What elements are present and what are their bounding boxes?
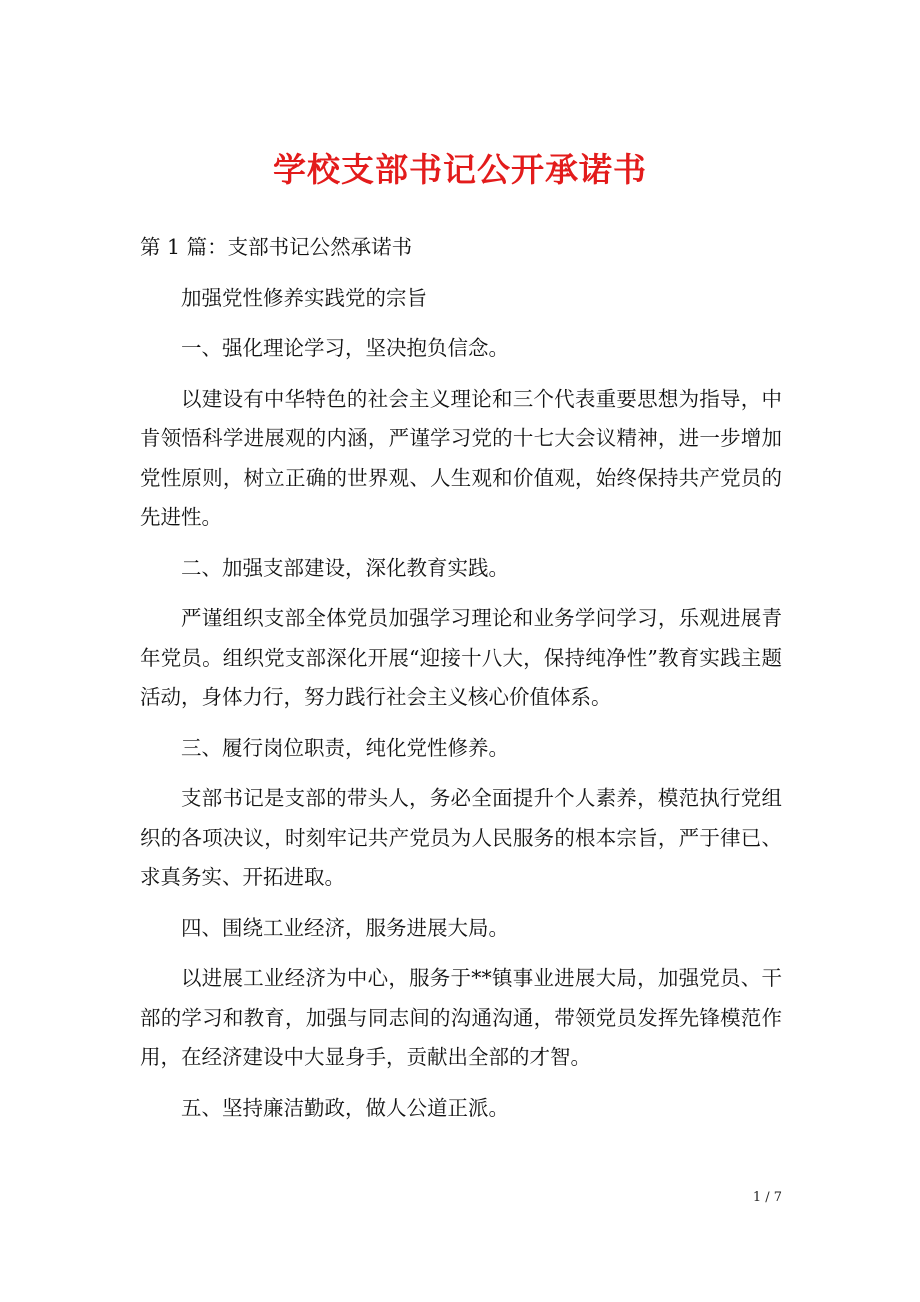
section-heading: 第 1 篇：支部书记公然承诺书 xyxy=(140,235,413,259)
paragraph-1: 以建设有中华特色的社会主义理论和三个代表重要思想为指导，中肯领悟科学进展观的内涵，严谨学习党的十七大会议精神，进一步增加党性原则，树立正确的世界观、人生观和价值观，始终保持共产党员的先进性。 xyxy=(140,386,782,529)
heading-3: 三、履行岗位职责，纯化党性修养。 xyxy=(181,735,509,760)
paragraph-theme: 加强党性修养实践党的宗旨 xyxy=(181,285,427,310)
document-title: 学校支部书记公开承诺书 xyxy=(273,150,647,189)
heading-2: 二、加强支部建设，深化教育实践。 xyxy=(181,555,509,580)
paragraph-4: 以进展工业经济为中心，服务于**镇事业进展大局，加强党员、干部的学习和教育，加强与同志间的沟通沟通，带领党员发挥先锋模范作用，在经济建设中大显身手，贡献出全部的才智。 xyxy=(140,966,782,1069)
heading-1: 一、强化理论学习，坚决抱负信念。 xyxy=(181,336,509,360)
heading-5: 五、坚持廉洁勤政，做人公道正派。 xyxy=(181,1095,509,1120)
document-body xyxy=(140,228,782,1128)
paragraph-3: 支部书记是支部的带头人，务必全面提升个人素养，模范执行党组织的各项决议，时刻牢记共产党员为人民服务的根本宗旨，严于律已、求真务实、开拓进取。 xyxy=(140,786,782,889)
paragraph-2: 严谨组织支部全体党员加强学习理论和业务学问学习，乐观进展青年党员。组织党支部深化开展“迎接十八大，保持纯净性”教育实践主题活动，身体力行，努力践行社会主义核心价值体系。 xyxy=(140,606,782,709)
heading-4: 四、围绕工业经济，服务进展大局。 xyxy=(181,915,509,940)
page-number: 1 / 7 xyxy=(752,1190,782,1205)
